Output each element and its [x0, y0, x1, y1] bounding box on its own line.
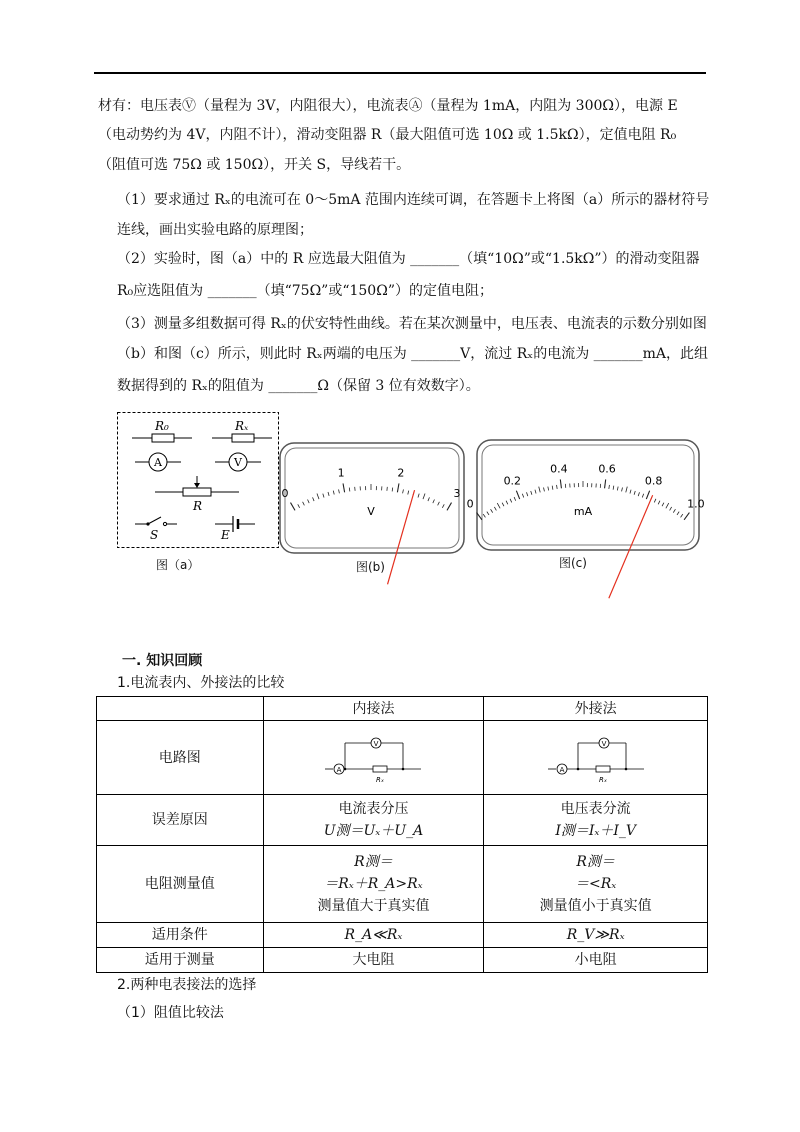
error-outer-text: 电压表分流 — [560, 801, 631, 817]
error-inner-text: 电流表分压 — [338, 801, 409, 817]
rx-label: Rₓ — [235, 419, 249, 433]
measurement-outer-cell — [484, 846, 708, 923]
figure-a-dashed-border — [118, 413, 279, 548]
ammeter-symbol — [135, 453, 181, 471]
scale-label: 1 — [337, 466, 345, 480]
figure-c-caption: 图(c) — [559, 556, 587, 570]
row-label-error: 误差原因 — [97, 795, 264, 846]
comparison-table — [96, 696, 708, 973]
scale-label: 3 — [453, 487, 461, 501]
outer-rx-label: Rₓ — [598, 775, 607, 784]
r0-label: R₀ — [155, 419, 169, 433]
question-3-line-1: （3）测量多组数据可得 Rₓ的伏安特性曲线。若在某次测量中，电压表、电流表的示数分别如图 — [117, 316, 707, 332]
error-inner-formula: U测＝Uₓ＋U_A — [323, 823, 424, 839]
rheostat-label: R — [193, 499, 203, 513]
figure-a-caption: 图（a） — [156, 558, 200, 572]
inner-connection-diagram — [263, 721, 484, 795]
error-inner-cell — [263, 795, 484, 846]
materials-line-1: 材有：电压表Ⓥ（量程为 3V，内阻很大），电流表Ⓐ（量程为 1mA，内阻为 300Ω），电源 E — [98, 98, 678, 114]
measurement-outer-r: R测＝ — [576, 854, 615, 870]
subsection-2-title: 2.两种电表接法的选择 — [117, 977, 257, 993]
inner-ammeter-letter: A — [337, 765, 342, 774]
materials-line-3: （阻值可选 75Ω 或 150Ω），开关 S，导线若干。 — [98, 157, 411, 173]
section-title: 一. 知识回顾 — [122, 653, 203, 669]
question-2-line-2: R₀应选阻值为 _______（填“75Ω”或“150Ω”）的定值电阻； — [117, 283, 493, 299]
outer-connection-diagram — [484, 721, 708, 795]
outer-voltmeter-letter: V — [601, 739, 607, 748]
figure-c-ammeter — [466, 439, 705, 551]
header-rule — [94, 72, 706, 74]
header-outer: 外接法 — [484, 697, 708, 721]
table-row-use — [97, 948, 708, 973]
subsection-2-item-1: （1）阻值比较法 — [117, 1005, 224, 1021]
condition-outer: R_V≫Rₓ — [484, 923, 708, 948]
row-label-condition: 适用条件 — [97, 923, 264, 948]
table-row-circuit — [97, 721, 708, 795]
ammeter-unit: mA — [573, 505, 593, 518]
table-header-row — [97, 697, 708, 721]
scale-label: 0 — [466, 497, 474, 511]
inner-rx-label: Rₓ — [376, 775, 385, 784]
row-label-circuit: 电路图 — [97, 721, 264, 795]
inner-voltmeter-letter: V — [374, 739, 379, 748]
scale-tick — [349, 488, 350, 492]
rheostat-symbol — [155, 476, 239, 513]
source-symbol — [215, 516, 255, 542]
error-outer-formula: I测＝Iₓ＋I_V — [555, 823, 636, 839]
measurement-outer-conclusion: 测量值小于真实值 — [539, 898, 652, 914]
scale-label: 2 — [397, 466, 405, 480]
scale-label: 0.8 — [644, 474, 663, 488]
voltmeter-outer-frame — [280, 443, 464, 553]
use-outer: 小电阻 — [484, 948, 708, 973]
r0-resistor-symbol — [132, 419, 192, 442]
ammeter-outer-frame — [477, 440, 699, 550]
scale-label: 0 — [281, 487, 289, 501]
figure-b-caption: 图(b) — [356, 560, 385, 574]
question-2-line-1: （2）实验时，图（a）中的 R 应选最大阻值为 _______（填“10Ω”或“1.5kΩ”）的滑动变阻器 — [117, 251, 700, 267]
switch-label: S — [150, 528, 159, 542]
question-3-line-3: 数据得到的 Rₓ的阻值为 _______Ω（保留 3 位有效数字）。 — [117, 378, 480, 394]
rx-resistor-symbol — [212, 419, 272, 442]
measurement-inner-r: R测＝ — [354, 854, 393, 870]
measurement-inner-cell — [263, 846, 484, 923]
measurement-outer-formula: ＝<Rₓ — [575, 876, 617, 892]
error-outer-cell — [484, 795, 708, 846]
row-label-use: 适用于测量 — [97, 948, 264, 973]
voltmeter-symbol — [215, 453, 261, 471]
source-label: E — [221, 528, 230, 542]
scale-label: 1.0 — [687, 497, 705, 511]
scale-tick — [392, 488, 393, 492]
scale-label: 0.6 — [598, 462, 616, 476]
figure-a-components — [117, 412, 279, 548]
question-1-line-1: （1）要求通过 Rₓ的电流可在 0～5mA 范围内连续可调，在答题卡上将图（a）所示的器材符号 — [117, 192, 710, 208]
switch-symbol — [135, 517, 177, 542]
voltmeter-unit: V — [367, 505, 375, 518]
table-corner-cell — [97, 697, 264, 721]
subsection-1-title: 1.电流表内、外接法的比较 — [117, 675, 285, 691]
use-inner: 大电阻 — [263, 948, 484, 973]
table-row-measurement — [97, 846, 708, 923]
measurement-inner-formula: ＝Rₓ＋R_A>Rₓ — [324, 876, 423, 892]
scale-label: 0.4 — [550, 462, 568, 476]
scale-label: 0.2 — [503, 474, 522, 488]
table-row-condition — [97, 923, 708, 948]
measurement-inner-conclusion: 测量值大于真实值 — [317, 898, 430, 914]
row-label-measurement: 电阻测量值 — [97, 846, 264, 923]
materials-line-2: （电动势约为 4V，内阻不计），滑动变阻器 R（最大阻值可选 10Ω 或 1.5kΩ），定值电阻 R₀ — [98, 127, 677, 143]
condition-inner: R_A≪Rₓ — [263, 923, 484, 948]
figure-b-voltmeter — [279, 442, 465, 554]
voltmeter-letter: V — [234, 456, 242, 469]
question-3-line-2: （b）和图（c）所示，则此时 Rₓ两端的电压为 _______V，流过 Rₓ的电流为 _______mA，此组 — [117, 346, 709, 362]
table-row-error — [97, 795, 708, 846]
question-1-line-2: 连线，画出实验电路的原理图； — [117, 222, 313, 238]
ammeter-letter: A — [154, 456, 162, 469]
outer-ammeter-letter: A — [559, 765, 565, 774]
header-inner: 内接法 — [263, 697, 484, 721]
